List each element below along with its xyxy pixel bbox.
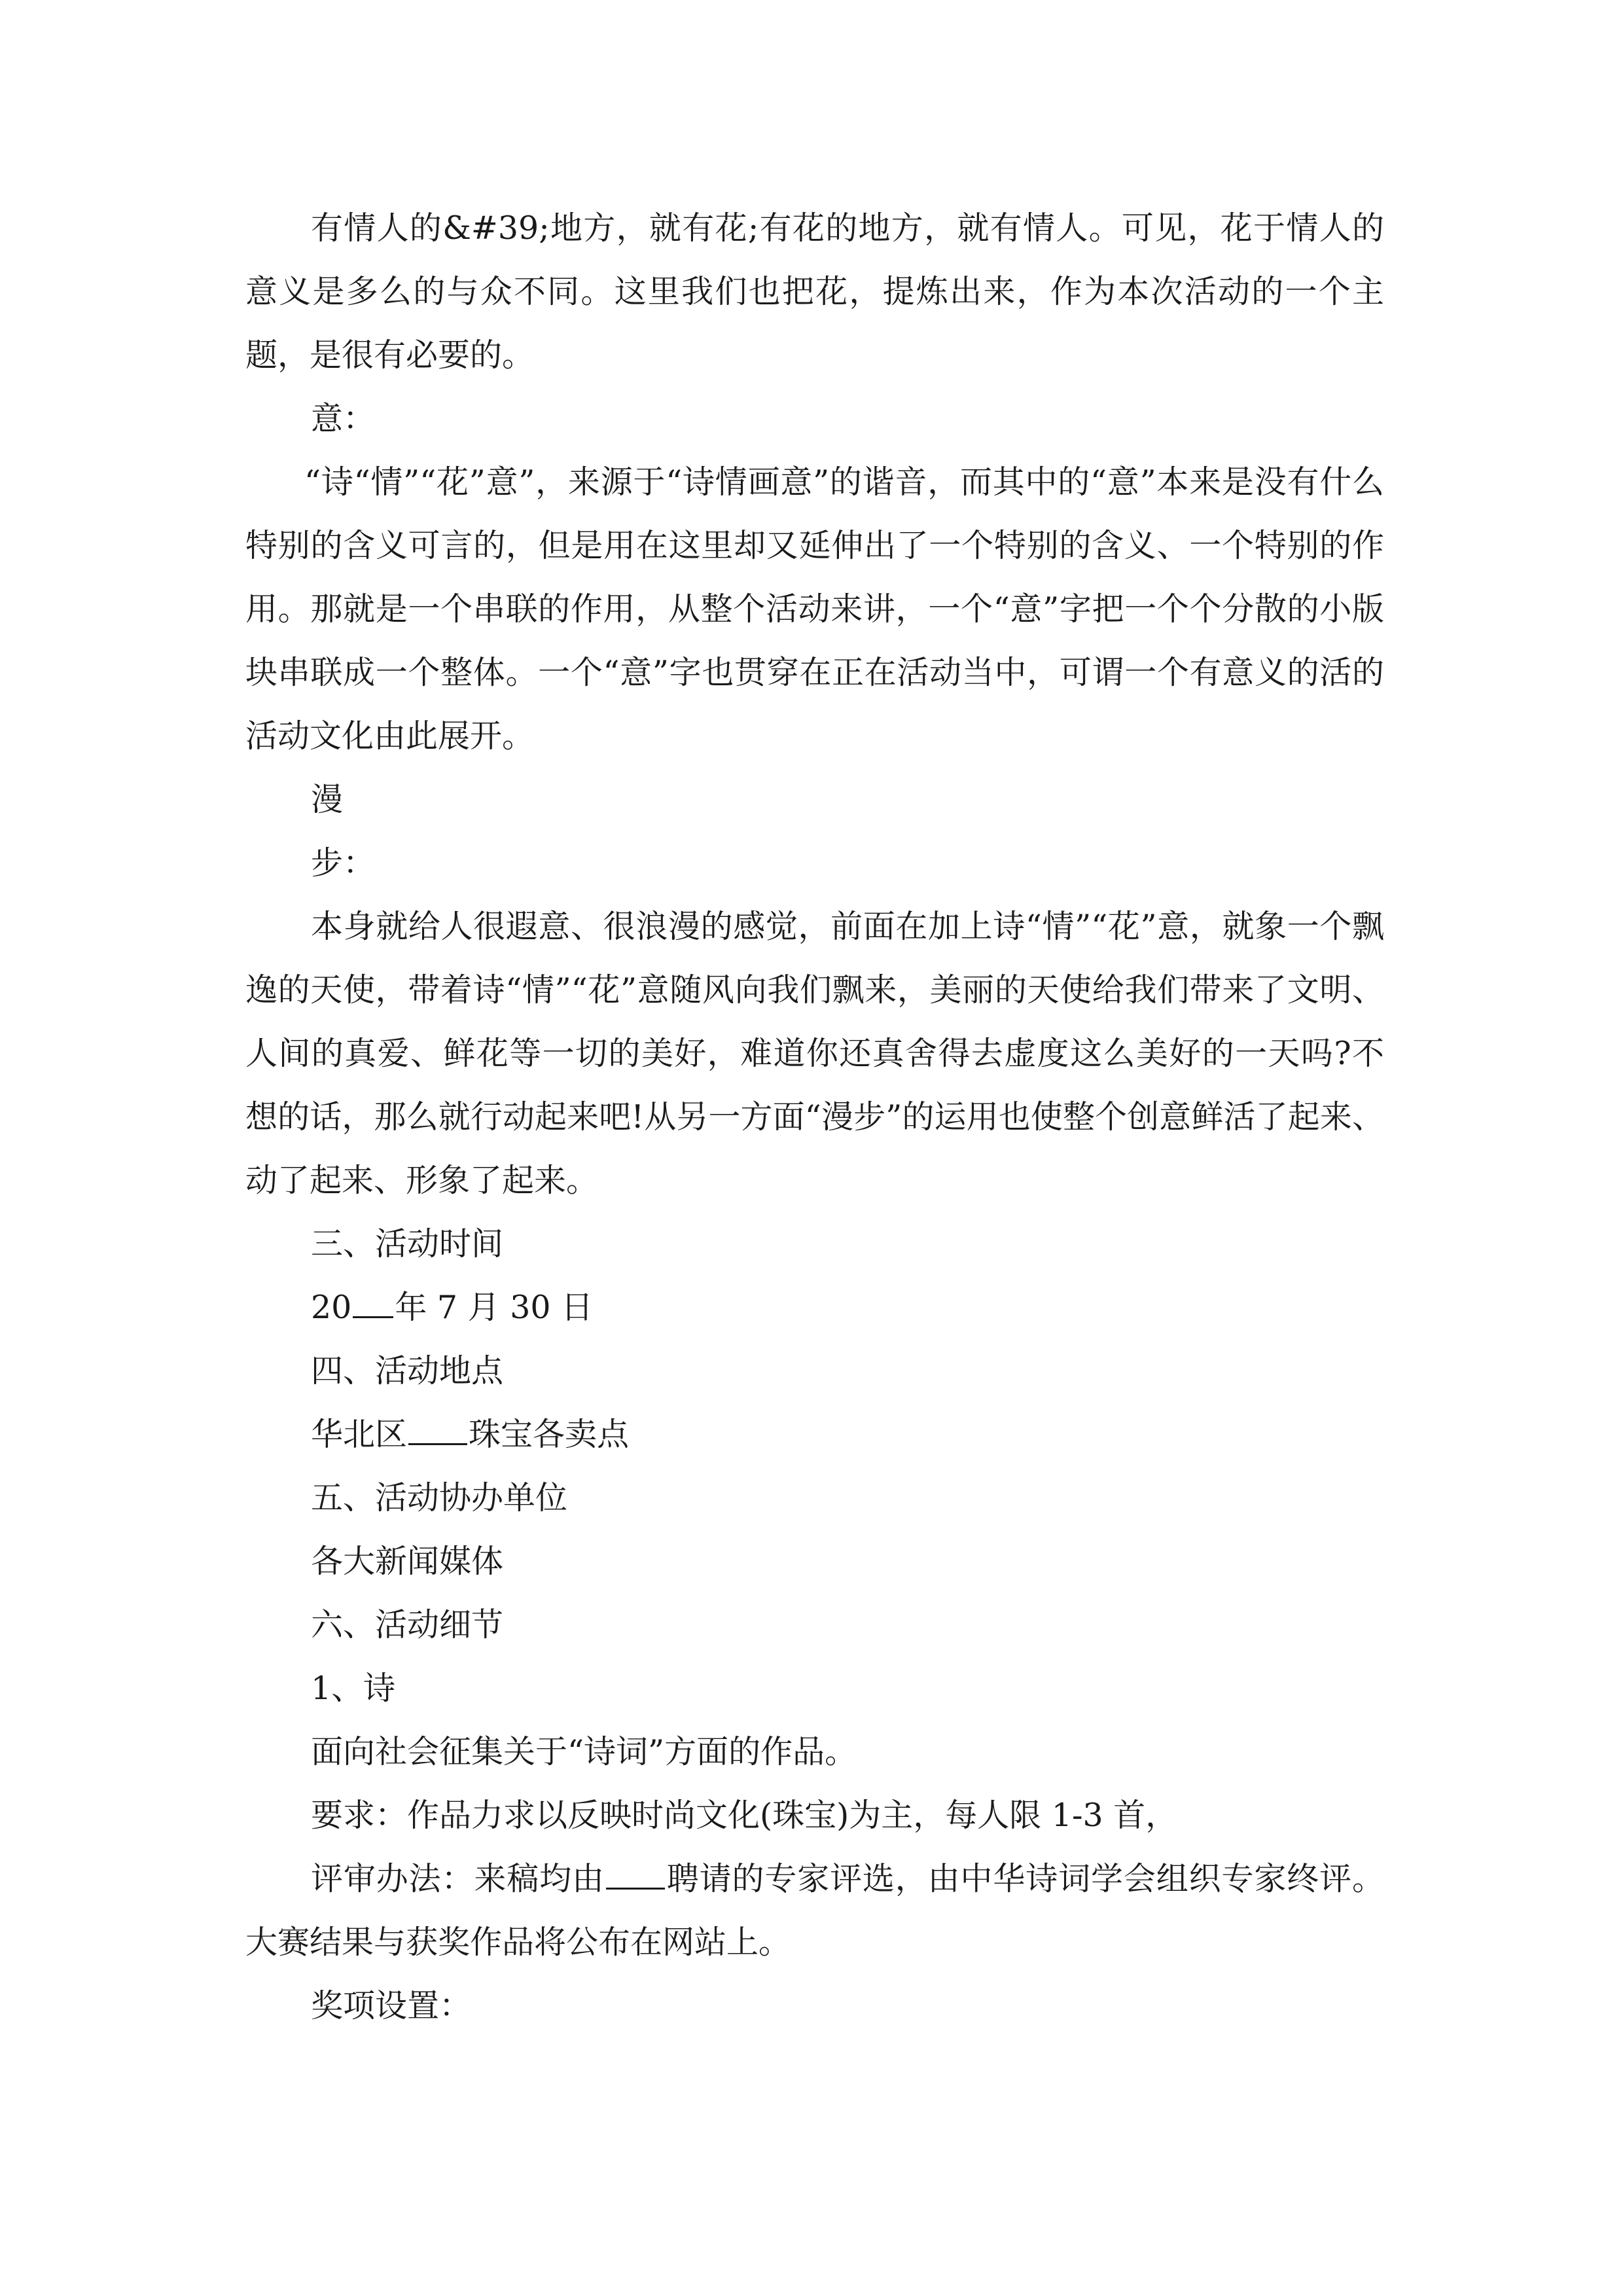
review-prefix: 评审办法：来稿均由 — [311, 1860, 605, 1897]
review-blank — [606, 1882, 665, 1890]
date-suffix: 年 7 月 30 日 — [395, 1289, 594, 1326]
section-activity-details: 六、活动细节 — [311, 1606, 504, 1643]
section-activity-time: 三、活动时间 — [311, 1225, 504, 1263]
awards-heading: 奖项设置： — [311, 1987, 472, 2024]
paragraph-stroll: 本身就给人很遐意、很浪漫的感觉，前面在加上诗“情”“花”意，就象一个飘逸的天使，带着诗“情”“花”意随风向我们飘来，美丽的天使给我们带来了文明、人间的真爱、鲜花等一切的美好，难道你还真舍得去虚度这么美好的一天吗?不想的话，那么就行动起来吧!从另一方面“漫步”的运用也使整个创意鲜活了起来、动了起来、形象了起来。 — [245, 908, 1384, 1199]
paragraph-yi-meaning: “诗“情”“花”意”，来源于“诗情画意”的谐音，而其中的“意”本来是没有什么特别的含义可言的，但是用在这里却又延伸出了一个特别的含义、一个特别的作用。那就是一个串联的作用，从整个活动来讲，一个“意”字把一个个分散的小版块串联成一个整体。一个“意”字也贯穿在正在活动当中，可谓一个有意义的活的活动文化由此展开。 — [245, 463, 1384, 755]
item-poem-description: 面向社会征集关于“诗词”方面的作品。 — [311, 1733, 857, 1770]
date-blank — [353, 1311, 393, 1318]
paragraph-flowers: 有情人的&#39;地方，就有花;有花的地方，就有情人。可见，花于情人的意义是多么的与众不同。这里我们也把花，提炼出来，作为本次活动的一个主题，是很有必要的。 — [245, 209, 1384, 374]
activity-date — [245, 1276, 1384, 1339]
review-method — [245, 1847, 1384, 1974]
review-suffix: 聘请的专家评选，由中华诗词学会组织专家终评。大赛结果与获奖作品将公布在网站上。 — [245, 1860, 1384, 1961]
location-blank — [408, 1438, 467, 1445]
requirement: 要求：作品力求以反映时尚文化(珠宝)为主，每人限 1-3 首， — [311, 1797, 1178, 1834]
heading-bu: 步： — [311, 844, 376, 882]
activity-location — [245, 1403, 1384, 1466]
document-body — [245, 196, 1384, 2037]
heading-man: 漫 — [311, 781, 344, 818]
location-suffix: 珠宝各卖点 — [469, 1416, 630, 1453]
co-organizer: 各大新闻媒体 — [311, 1543, 504, 1580]
section-activity-location: 四、活动地点 — [311, 1352, 504, 1390]
item-poem: 1、诗 — [311, 1670, 396, 1707]
location-prefix: 华北区 — [311, 1416, 408, 1453]
heading-yi: 意： — [311, 400, 376, 437]
section-co-organizer: 五、活动协办单位 — [311, 1479, 568, 1516]
date-prefix: 20 — [311, 1289, 352, 1326]
